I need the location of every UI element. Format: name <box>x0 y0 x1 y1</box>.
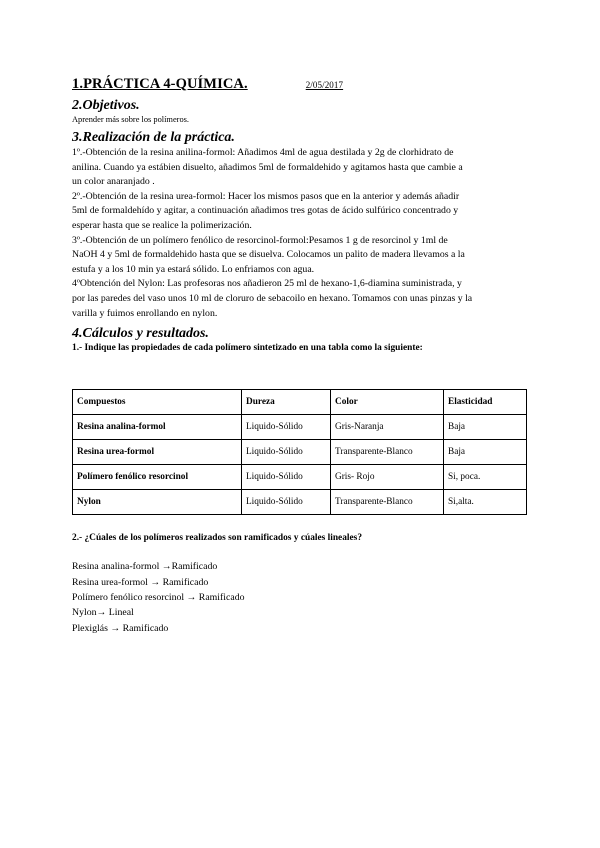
text-line: 4ºObtención del Nylon: Las profesoras nos añadieron 25 ml de hexano-1,6-diamina suministrada, y <box>72 278 462 290</box>
table-cell: Resina urea-formol <box>73 440 242 465</box>
table-cell: Resina analina-formol <box>73 415 242 440</box>
list-item: Plexiglás → Ramificado <box>72 622 169 634</box>
table-header-cell: Compuestos <box>73 390 242 415</box>
text-line: 5ml de formaldehído y agitar, a continuación añadimos tres gotas de ácido sulfúrico concentrado y <box>72 205 459 217</box>
text-line: esperar hasta que se realice la polimerización. <box>72 219 252 231</box>
text-line: NaOH 4 y 5ml de formaldehido hasta que se disuelva. Colocamos un palito de madera llevamos a la <box>72 249 465 261</box>
table-row <box>73 490 527 515</box>
list-item: Resina analina-formol →Ramificado <box>72 561 218 573</box>
table-header-cell: Color <box>331 390 444 415</box>
text-line: 2º.-Obtención de la resina urea-formol: Hacer los mismos pasos que en la anterior y además añadir <box>72 190 460 202</box>
text-line: 3º.-Obtención de un polímero fenólico de resorcinol-formol:Pesamos 1 g de resorcinol y 1ml de <box>72 234 448 246</box>
table-cell: Nylon <box>73 490 242 515</box>
objetivos-text: Aprender más sobre los polímeros. <box>72 115 189 124</box>
table-header-cell: Elasticidad <box>444 390 527 415</box>
document-title-line <box>72 76 532 93</box>
realizacion-heading: 3.Realización de la práctica. <box>72 130 235 145</box>
realizacion-body <box>72 146 532 321</box>
document-date: 2/05/2017 <box>305 80 344 90</box>
question-1: 1.- Indique las propiedades de cada polímero sintetizado en una tabla como la siguiente: <box>72 343 423 354</box>
text-line: varilla y fuimos enrollando en nylon. <box>72 307 218 319</box>
table-cell: Liquido-Sólido <box>242 490 331 515</box>
table-cell: Si,alta. <box>444 490 527 515</box>
table-row <box>73 415 527 440</box>
table-row <box>73 465 527 490</box>
table-cell: Gris-Naranja <box>331 415 444 440</box>
table-cell: Polímero fenólico resorcinol <box>73 465 242 490</box>
table-cell: Transparente-Blanco <box>331 490 444 515</box>
document-title: 1.PRÁCTICA 4-QUÍMICA. <box>72 76 248 92</box>
properties-table <box>72 389 527 515</box>
table-row <box>73 440 527 465</box>
table-cell: Liquido-Sólido <box>242 415 331 440</box>
question-2: 2.- ¿Cúales de los polímeros realizados son ramificados y cúales lineales? <box>72 533 363 544</box>
table-cell: Liquido-Sólido <box>242 440 331 465</box>
answers-list <box>72 559 532 636</box>
objetivos-heading: 2.Objetivos. <box>72 98 140 113</box>
calculos-heading: 4.Cálculos y resultados. <box>72 326 209 342</box>
table-cell: Gris- Rojo <box>331 465 444 490</box>
list-item: Polímero fenólico resorcinol → Ramificado <box>72 591 245 603</box>
table-header-row <box>73 390 527 415</box>
text-line: por las paredes del vaso unos 10 ml de cloruro de sebacoilo en hexano. Tomamos con unas pinzas y la <box>72 292 473 304</box>
table-cell: Baja <box>444 415 527 440</box>
text-line: anilina. Cuando ya estábien disuelto, añadimos 5ml de formaldehido y agitamos hasta que cambie a <box>72 161 463 173</box>
table-cell: Baja <box>444 440 527 465</box>
table-cell: Transparente-Blanco <box>331 440 444 465</box>
table-cell: Liquido-Sólido <box>242 465 331 490</box>
document-page <box>72 76 532 636</box>
table-header-cell: Dureza <box>242 390 331 415</box>
text-line: estufa y a los 10 min ya estará sólido. Lo enfriamos con agua. <box>72 263 315 275</box>
list-item: Resina urea-formol → Ramificado <box>72 576 209 588</box>
list-item: Nylon→ Lineal <box>72 607 134 619</box>
text-line: 1º.-Obtención de la resina anilina-formol: Añadimos 4ml de agua destilada y 2g de clorhidrato de <box>72 147 454 158</box>
text-line: un color anaranjado . <box>72 176 155 188</box>
table-cell: Si, poca. <box>444 465 527 490</box>
